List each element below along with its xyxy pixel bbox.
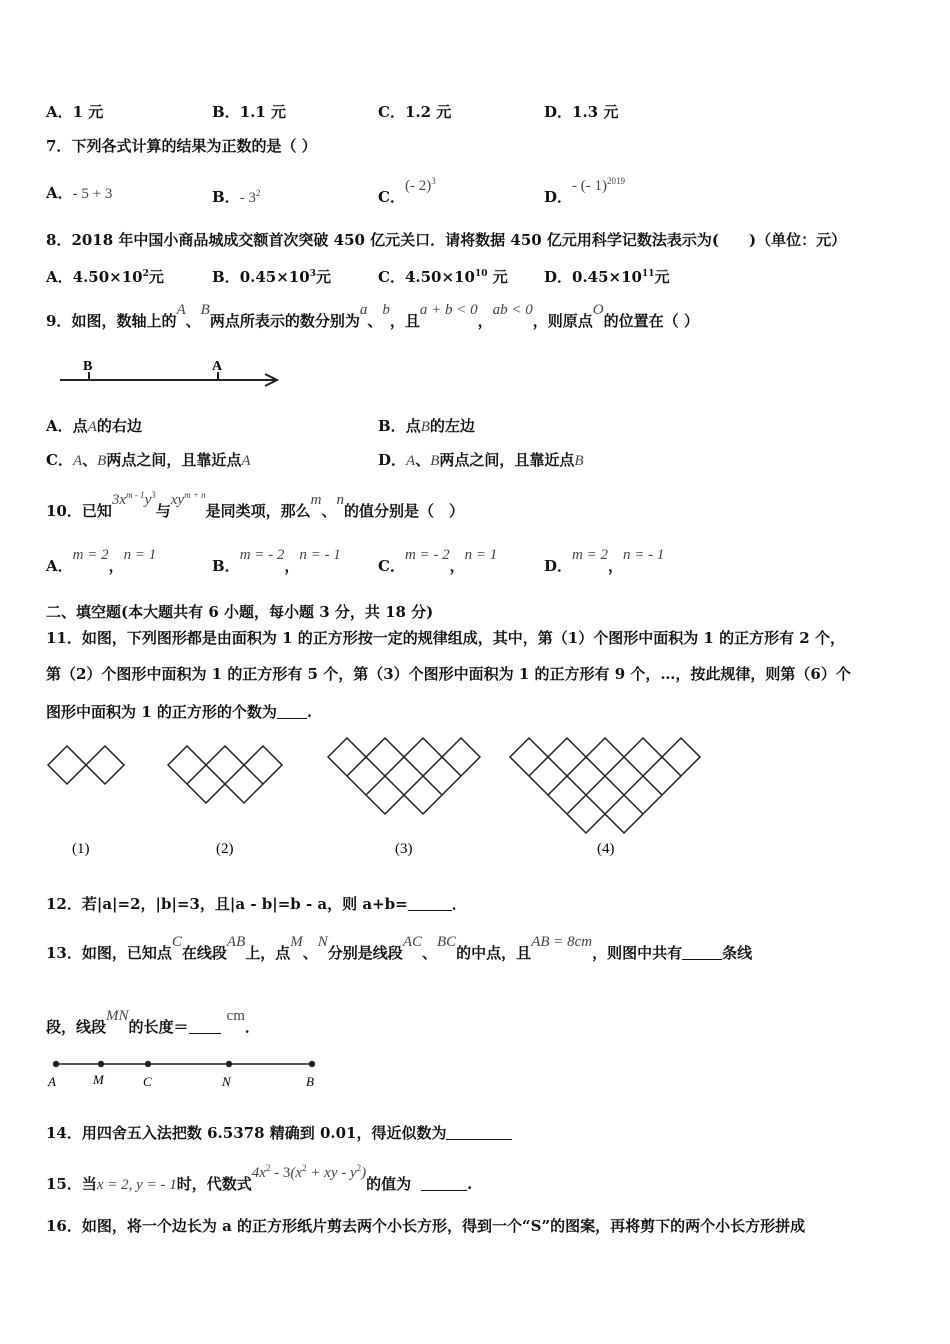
q10-option-d: D．m = 2，n = - 1: [544, 547, 665, 575]
q8-option-a: A．$4.50\times 10^2$元: [46, 268, 164, 286]
q8-stem: 8．2018 年中国小商品城成交额首次突破 450 亿元关口．请将数据 450 亿元用科学记数法表示为( )（单位：元）: [46, 231, 847, 249]
point-a: [53, 1061, 59, 1067]
q9-option-a: A．点A的右边: [46, 417, 142, 435]
q7-option-d: D．- (- 1)$^{2019}$: [544, 176, 625, 206]
q11-line2: 第（2）个图形中面积为 1 的正方形有 5 个，第（3）个图形中面积为 1 的正方形有 9 个，…，按此规律，则第（6）个: [46, 665, 851, 683]
q13-line1: 13．如图，已知点C在线段AB上，点M、N分别是线段AC、BC的中点，且AB = 8cm，则图中共有 条线: [46, 934, 753, 962]
point-label-b: B: [306, 1074, 314, 1089]
number-line-figure: [55, 352, 285, 392]
q8-option-c: C．$4.50\times 10^{10}$ 元: [378, 268, 508, 286]
point-label-n: N: [222, 1074, 231, 1089]
point-label-m: M: [93, 1072, 104, 1087]
q7-option-a: A．- 5 + 3: [46, 184, 113, 202]
point-label-a: A: [48, 1074, 56, 1089]
point-label-c: C: [143, 1074, 152, 1089]
point-m: [98, 1061, 104, 1067]
q9-stem: 9．如图，数轴上的A、B两点所表示的数分别为a、b，且a + b < 0，ab < 0，则原点O的位置在（ ）: [46, 302, 699, 330]
q7-option-b: B．- $3^2$: [212, 188, 261, 206]
q8-option-d: D．$0.45\times 10^{11}$元: [544, 268, 670, 286]
q11-answer-blank: [277, 704, 307, 719]
section-heading: 二、填空题(本大题共有 6 小题，每小题 3 分，共 18 分): [46, 603, 434, 621]
axis-label-a: A: [212, 359, 223, 374]
q10-stem: 10．已知$3x^{m - 1}y^3$与$xy^{m + n}$是同类项，那么m、n的值分别是（ ）: [46, 490, 465, 520]
point-b: [309, 1061, 315, 1067]
pattern-3: [328, 738, 480, 814]
q13-length-blank: [189, 1019, 221, 1034]
axis-label-b: B: [83, 359, 93, 374]
q7-stem: 7．下列各式计算的结果为正数的是（ ）: [46, 137, 317, 155]
q11-line1: 11．如图，下列图形都是由面积为 1 的正方形按一定的规律组成，其中，第（1）个图形中面积为 1 的正方形有 2 个，: [46, 629, 845, 647]
pattern-label-3: (3): [395, 841, 413, 857]
q14-answer-blank: [446, 1125, 512, 1140]
q12-answer-blank: [408, 896, 452, 911]
q11-line3: 图形中面积为 1 的正方形的个数为 .: [46, 703, 313, 721]
q13-count-blank: [682, 945, 722, 960]
q6-option-c: C．1.2 元: [378, 103, 452, 121]
q6-option-a: A．1 元: [46, 103, 104, 121]
q13-segment-figure: [44, 1052, 334, 1096]
q14: 14．用四舍五入法把数 6.5378 精确到 0.01，得近似数为: [46, 1123, 512, 1143]
pattern-1: [48, 746, 124, 784]
q15: 15．当x = 2, y = - 1时，代数式$4x^2 - 3(x^2$ + xy - $y^2$)的值为 .: [46, 1163, 473, 1193]
q12: 12．若|a|=2，|b|=3，且|a - b|=b - a，则 a+b= ．: [46, 895, 467, 913]
q9-option-c: C．A、B两点之间，且靠近点A: [46, 451, 251, 469]
q9-option-d: D．A、B两点之间，且靠近点B: [378, 451, 584, 469]
pattern-label-2: (2): [216, 841, 234, 857]
pattern-4: [510, 738, 700, 833]
point-n: [226, 1061, 232, 1067]
q6-option-b: B．1.1 元: [212, 103, 287, 121]
q9-option-b: B．点B的左边: [378, 417, 475, 435]
q6-option-d: D．1.3 元: [544, 103, 619, 121]
q8-option-b: B．$0.45\times 10^3$元: [212, 268, 331, 286]
q16: 16．如图，将一个边长为 a 的正方形纸片剪去两个小长方形，得到一个“S”的图案，再将剪下的两个小长方形拼成: [46, 1217, 806, 1235]
q10-option-b: B．m = - 2，n = - 1: [212, 547, 341, 575]
pattern-label-1: (1): [72, 841, 90, 857]
q10-option-c: C．m = - 2，n = 1: [378, 547, 498, 575]
q11-square-pattern-figure: [40, 735, 720, 860]
q13-line2: 段，线段MN的长度＝cm．: [46, 1008, 260, 1036]
q10-option-a: A．m = 2，n = 1: [46, 547, 157, 575]
pattern-2: [168, 746, 282, 803]
pattern-label-4: (4): [597, 841, 615, 857]
q7-option-c: C．(- 2)$^3$: [378, 176, 436, 206]
point-c: [145, 1061, 151, 1067]
